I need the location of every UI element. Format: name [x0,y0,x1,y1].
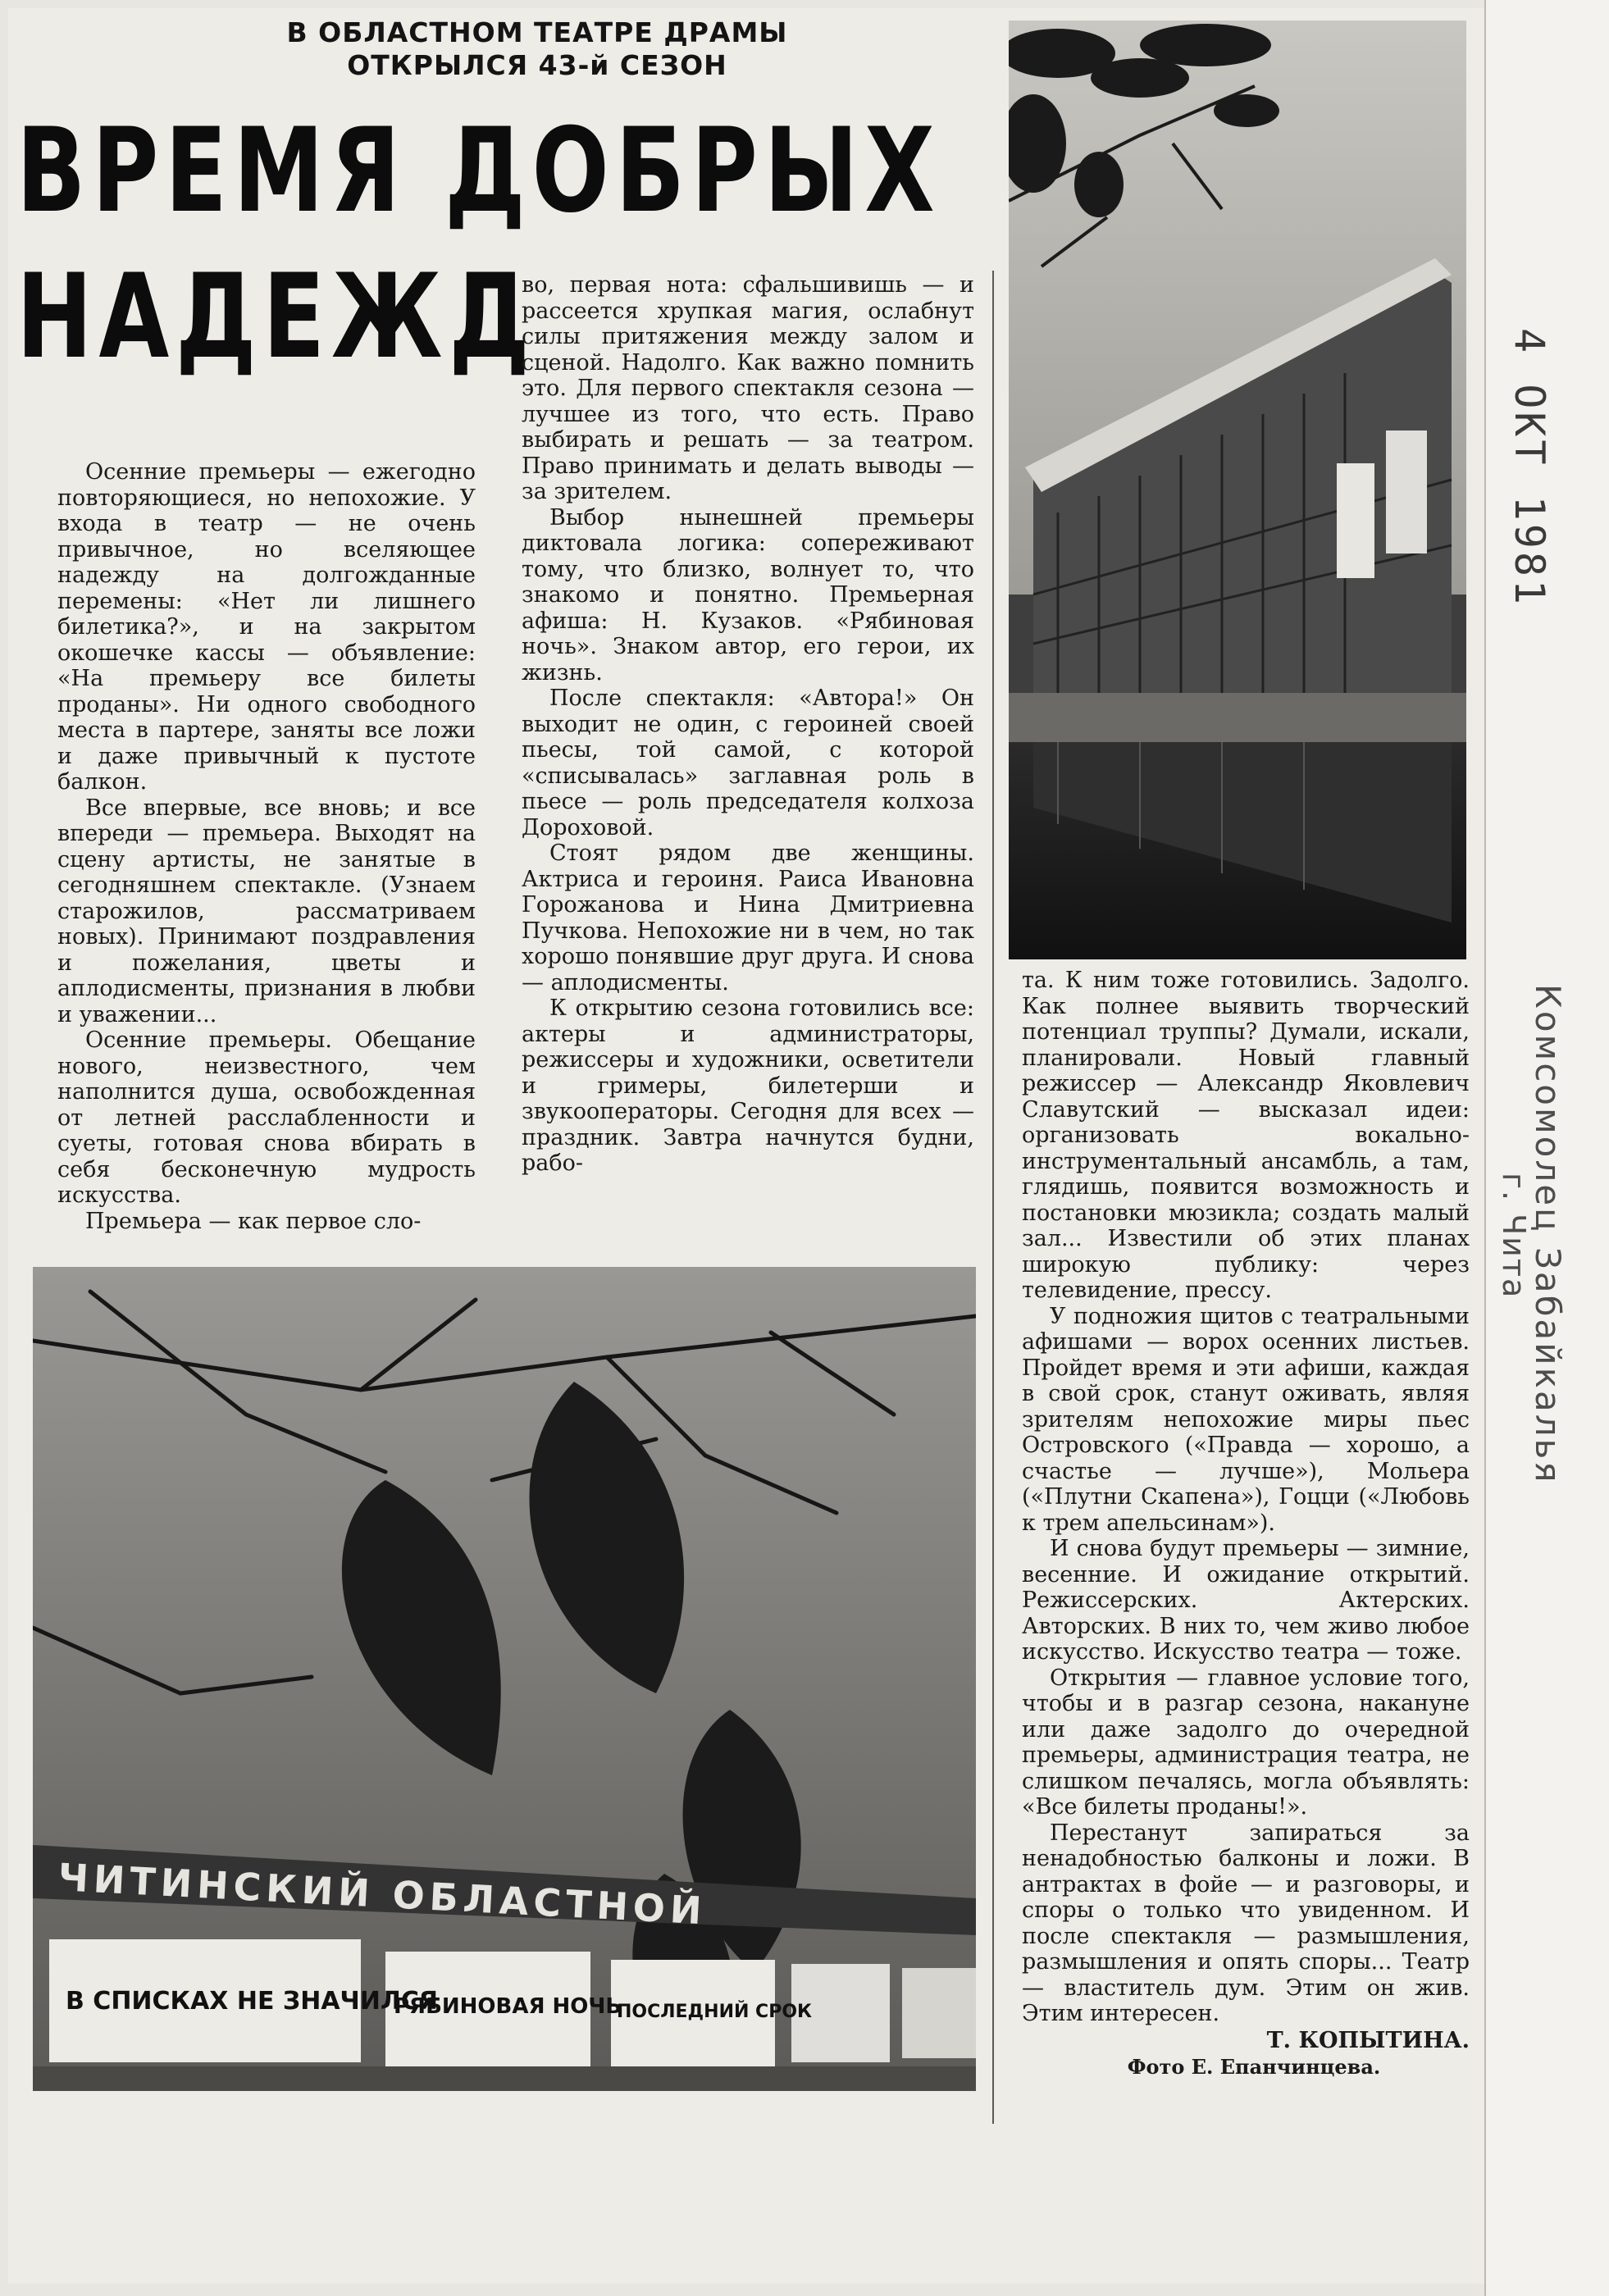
posters-illustration [33,1267,976,2091]
poster-3-text: ПОСЛЕДНИЙ СРОК [617,2002,813,2022]
paragraph: Стоят рядом две женщины. Актриса и героиня. Раиса Ивановна Горожанова и Нина Дмитриевна Пучкова. Непохожие ни в чем, но так хорошо понявшие друг друга. И снова — аплодисменты. [522,840,974,995]
theatre-building-photo [1009,20,1466,959]
posters-with-leaves-photo [33,1267,976,2091]
text-column-3 [1022,968,1470,2080]
headline-line-1: ВРЕМЯ ДОБРЫХ [16,103,941,239]
author-signature: Т. КОПЫТИНА. [1266,2027,1470,2053]
paragraph: Выбор нынешней премьеры диктовала логика: сопереживают тому, что близко, волнует то, что знакомо и понятно. Премьерная афиша: Н. Кузаков. «Рябиновая ночь». Знаком автор, его герои, их жизнь. [522,504,974,686]
poster-2-text: РЯБИНОВАЯ НОЧЬ [394,1994,622,2019]
paragraph: Все впервые, все вновь; и все впереди — премьера. Выходят на сцену артисты, не занятые в сегодняшнем спектакле. (Узнаем старожилов, рассматриваем новых). Принимают поздравления и пожелания, цветы и аплодисменты, признания в любви и уважении... [57,795,476,1027]
paragraph: Премьера — как первое сло- [85,1208,422,1234]
paragraph: К открытию сезона готовились все: актеры и администраторы, режиссеры и художники, осветители и гримеры, билетерши и звукооператоры. Сегодня для всех — праздник. Завтра начнутся будни, рабо- [522,995,974,1176]
paragraph: У подножия щитов с театральными афишами — ворох осенних листьев. Пройдет время и эти афиши, каждая в свой срок, станут оживать, являя зрителям непохожие миры пьес Островского («Правда — хорошо, а счастье — лучше»), Мольера («Плутни Скапена»), Гоцци («Любовь к трем апельсинам»). [1022,1303,1470,1536]
photo-credit: Фото Е. Епанчинцева. [1127,2054,1381,2079]
headline-line-2: НАДЕЖД [16,249,536,385]
kicker-line-1: В ОБЛАСТНОМ ТЕАТРЕ ДРАМЫ [286,16,788,48]
date-stamp: 4 ОКТ 1981 [1506,328,1553,608]
paragraph: Осенние премьеры — ежегодно повторяющиеся, но непохожие. У входа в театр — не очень привычное, но вселяющее надежду на долгожданные перемены: «Нет ли лишнего билетика?», и на закрытом окошечке кассы — объявление: «На премьеру все билеты проданы». Ни одного свободного места в партере, заняты все ложи и даже привычный к пустоте балкон. [57,459,476,795]
city-stamp: г. Чита [1496,1173,1532,1300]
paragraph: во, первая нота: сфальшивишь — и рассеется хрупкая магия, ослабнут силы притяжения между залом и сценой. Надолго. Как важно помнить это. Для первого спектакля сезона — лучшее из того, что есть. Право выбирать и решать — за театром. Право принимать и делать выводы — за зрителем. [522,272,974,504]
text-column-2 [522,272,974,1177]
paragraph: Осенние премьеры. Обещание нового, неизвестного, чем наполнится душа, освобожденная от летней расслабленности и суеты, готовая снова вбирать в себя бесконечную мудрость искусства. [57,1027,476,1208]
banner-text: ЧИТИНСКИЙ ОБЛАСТНОЙ [57,1855,708,1934]
column-divider [992,271,994,2124]
paragraph: Открытия — главное условие того, чтобы и в разгар сезона, накануне или даже задолго до очередной премьеры, администрация театра, не слишком печалясь, могла объявлять: «Все билеты проданы!». [1022,1665,1470,1820]
kicker-line-2: ОТКРЫЛСЯ 43-й СЕЗОН [347,49,727,81]
paragraph: Перестанут запираться за ненадобностью балконы и ложи. В антрактах в фойе — и разговоры, и споры о только что увиденном. И после спектакля — размышления, размышления и опять споры... Театр — властитель дум. Этим он жив. Этим интересен. [1022,1820,1470,2026]
theatre-building-illustration [1009,20,1466,959]
paragraph: После спектакля: «Автора!» Он выходит не один, с героиней своей пьесы, той самой, с которой «списывалась» заглавная роль в пьесе — роль председателя колхоза Дороховой. [522,686,974,840]
text-column-1 [57,459,476,1234]
article-kicker [185,16,890,82]
paragraph: та. К ним тоже готовились. Задолго. Как полнее выявить творческий потенциал труппы? Думали, искали, планировали. Новый главный режиссер — Александр Яковлевич Славутский — высказал идеи: организовать вокально-инструментальный ансамбль, а там, глядишь, появится возможность и постановки мюзикла; создать малый зал... Известили об этих планах широкую публику: через телевидение, прессу. [1022,968,1470,1303]
poster-1-text: В СПИСКАХ НЕ ЗНАЧИЛСЯ [66,1987,438,2016]
newspaper-stamp: Комсомолец Забайкалья [1528,984,1568,1485]
paragraph: И снова будут премьеры — зимние, весенние. И ожидание открытий. Режиссерских. Актерских. Авторских. В них то, чем живо любое искусство. Искусство театра — тоже. [1022,1536,1470,1665]
